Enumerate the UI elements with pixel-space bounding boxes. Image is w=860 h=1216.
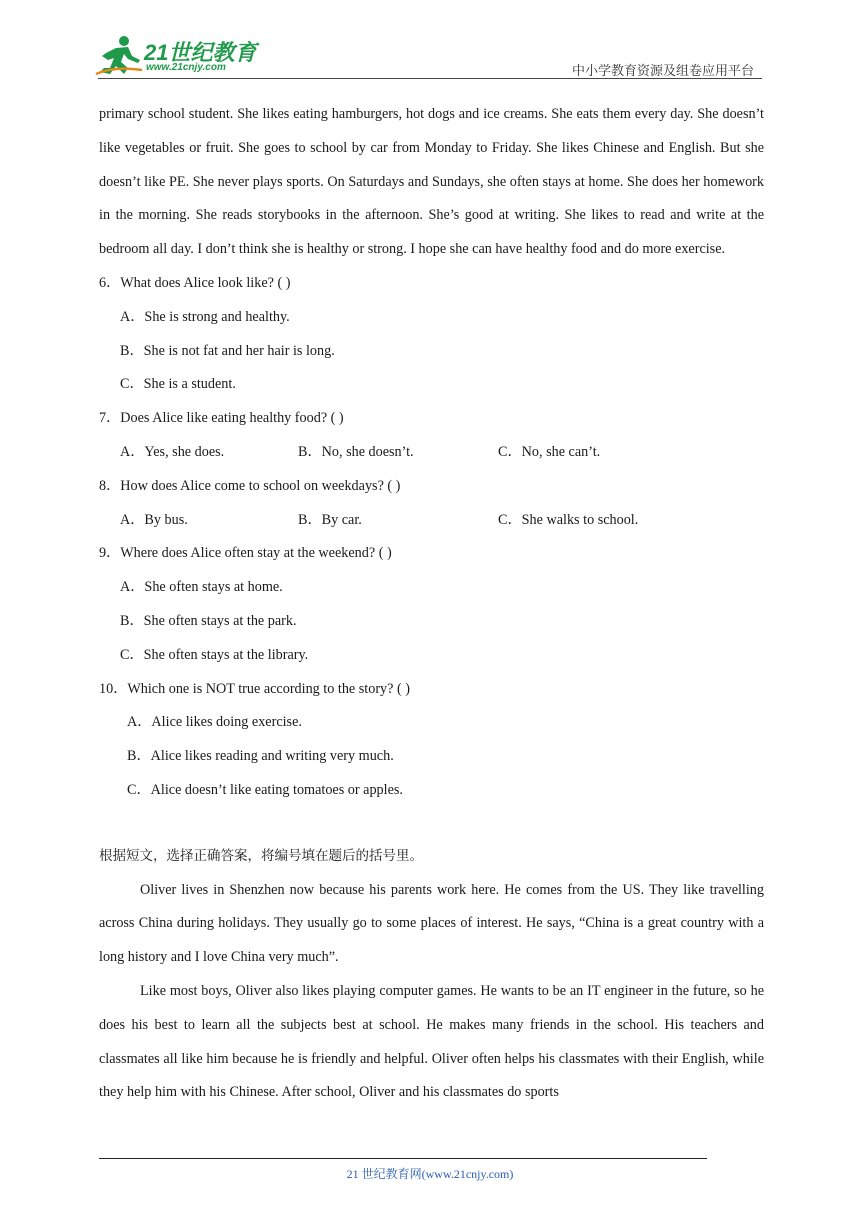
- question-10: [99, 673, 764, 808]
- option-b: B．No, she doesn’t.: [298, 443, 414, 460]
- footer-divider: [99, 1158, 707, 1159]
- logo-url: www.21cnjy.com: [146, 62, 226, 73]
- platform-name: 中小学教育资源及组卷应用平台: [572, 64, 755, 79]
- option-a: A．She often stays at home.: [120, 579, 283, 596]
- option-b: B．She is not fat and her hair is long.: [120, 342, 335, 359]
- option-a: A．Alice likes doing exercise.: [127, 714, 302, 731]
- passage-paragraph: Oliver lives in Shenzhen now because his parents work here. He comes from the US. They like travelling across China during holidays. They usually go to some places of interest. He says, “China is a great country with a long history and I love China very much”.: [99, 881, 764, 966]
- option-c: C．She often stays at the library.: [120, 646, 309, 663]
- question-stem: 8．How does Alice come to school on weekdays? ( ): [99, 477, 401, 494]
- question-8: [99, 470, 764, 538]
- document-body: [99, 98, 764, 1110]
- option-a: A．Yes, she does.: [120, 443, 225, 460]
- runner-logo-icon: [94, 34, 146, 78]
- option-row: [99, 504, 764, 538]
- option-c: C．She is a student.: [120, 376, 236, 393]
- question-stem: 9．Where does Alice often stay at the weekend? ( ): [99, 545, 392, 562]
- section-gap: [99, 808, 764, 840]
- site-logo[interactable]: [94, 34, 264, 78]
- option-c: C．She walks to school.: [498, 511, 639, 528]
- option-a: A．She is strong and healthy.: [120, 308, 290, 325]
- option-a: A．By bus.: [120, 511, 188, 528]
- question-7: [99, 402, 764, 470]
- option-c: C．No, she can’t.: [498, 443, 601, 460]
- section-instruction: 根据短文，选择正确答案，将编号填在题后的括号里。: [99, 847, 423, 864]
- passage-paragraph: Like most boys, Oliver also likes playing computer games. He wants to be an IT engineer in the future, so he does his best to learn all the subjects best at school. He makes many friends in the school. His teachers and classmates all like him because he is friendly and helpful. Oliver often helps his classmates with their English, while they help him with his Chinese. After school, Oliver and his classmates do sports: [99, 982, 764, 1101]
- passage-paragraph: primary school student. She likes eating hamburgers, hot dogs and ice creams. She eats them every day. She doesn’t like vegetables or fruit. She goes to school by car from Monday to Friday. She likes Chinese and English. But she doesn’t like PE. She never plays sports. On Saturdays and Sundays, she often stays at home. She does her homework in the morning. She reads storybooks in the afternoon. She’s good at writing. She likes to read and write at the bedroom all day. I don’t think she is healthy or strong. I hope she can have healthy food and do more exercise.: [99, 106, 764, 258]
- option-b: B．By car.: [298, 511, 362, 528]
- question-6: [99, 267, 764, 402]
- option-b: B．Alice likes reading and writing very much.: [127, 748, 394, 765]
- footer-link[interactable]: 21 世纪教育网(www.21cnjy.com): [346, 1167, 514, 1181]
- question-stem: 6．What does Alice look like? ( ): [99, 274, 291, 291]
- question-9: [99, 537, 764, 672]
- question-stem: 7．Does Alice like eating healthy food? ( ): [99, 410, 344, 427]
- header-divider: [98, 78, 762, 79]
- page-header: [0, 0, 860, 90]
- question-stem: 10．Which one is NOT true according to the story? ( ): [99, 680, 410, 697]
- option-b: B．She often stays at the park.: [120, 612, 297, 629]
- option-row: [99, 436, 764, 470]
- option-c: C．Alice doesn’t like eating tomatoes or apples.: [127, 781, 403, 798]
- logo-wordmark: 21世纪教育: [144, 40, 257, 65]
